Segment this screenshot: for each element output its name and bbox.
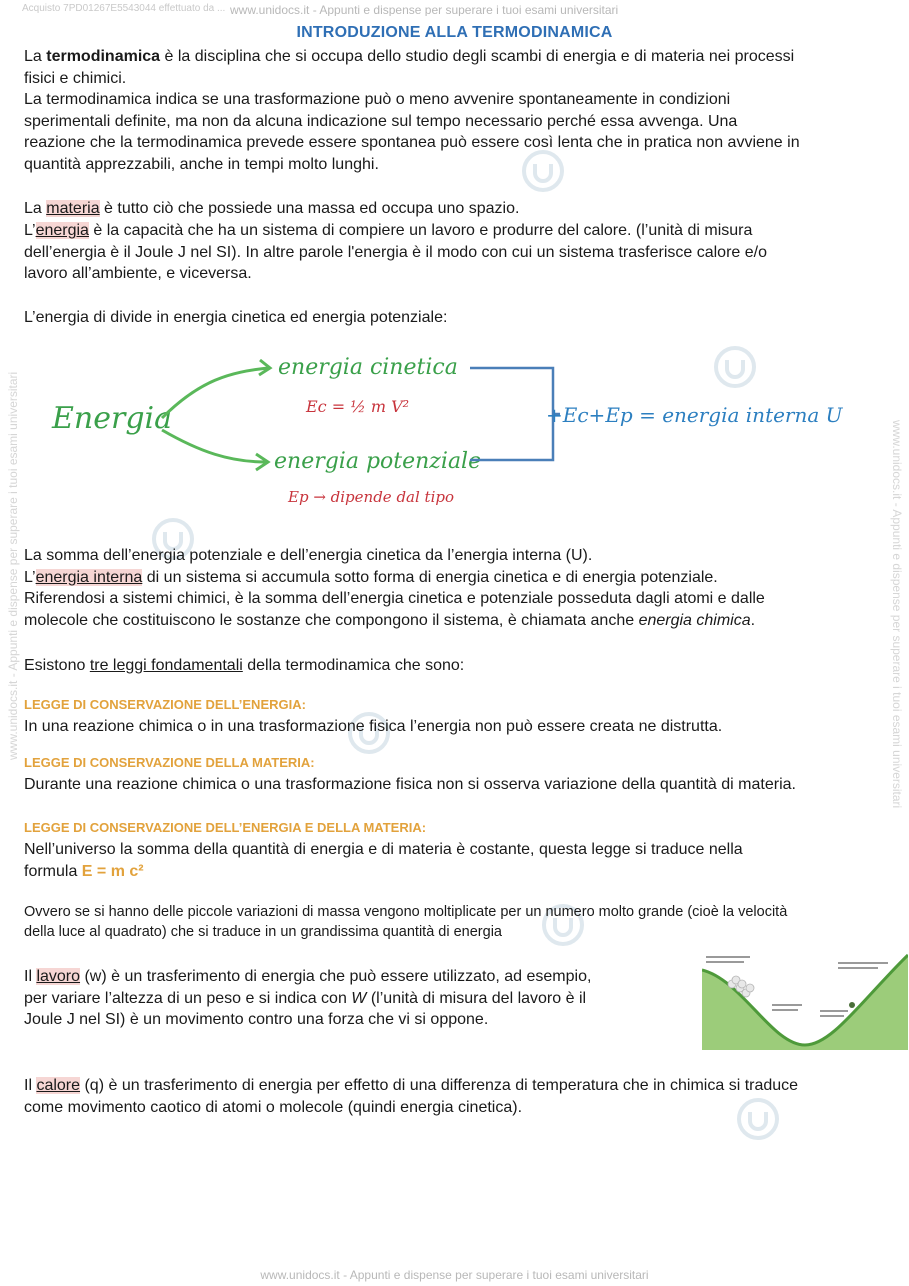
intro-paragraph: La termodinamica è la disciplina che si occupa dello studio degli scambi di energia e di materia nei processi fisici e chimici. La termodinamica indica se una trasformazione può o meno avvenire spontaneamente in condizioni sperimentali definite, ma non da alcuna indicazione sul tempo necessario perché essa avvenga. Una reazione che la termodinamica prevede essere spontanea può essere così lenta che in pratica non avviene in quantità apprezzabili, anche in tempi molto lunghi.: [24, 48, 800, 173]
energia-paragraph: L’energia è la capacità che ha un sistema di compiere un lavoro e produrre del calore. (l’unità di misura dell’energia è il Joule J nel SI). In altre parole l'energia è il modo con cui un sistema trasferisce calore e/o lavoro all’ambiente, e viceversa.: [24, 222, 767, 283]
term-energia: energia: [35, 222, 89, 239]
page-title: INTRODUZIONE ALLA TERMODINAMICA: [296, 24, 613, 41]
term-lavoro: lavoro: [36, 968, 81, 985]
footer-watermark: www.unidocs.it - Appunti e dispense per superare i tuoi esami universitari: [260, 1268, 649, 1282]
diagram-potential-note: Ep → dipende dal tipo: [288, 488, 455, 506]
diagram-kinetic-label: energia cinetica: [278, 355, 458, 380]
law-heading-energia: LEGGE DI CONSERVAZIONE DELL’ENERGIA:: [24, 697, 306, 712]
header-center-text: www.unidocs.it - Appunti e dispense per superare i tuoi esami universitari: [230, 3, 619, 16]
diagram-root-label: Energia: [52, 401, 172, 436]
side-watermark-left: www.unidocs.it - Appunti e dispense per superare i tuoi esami universitari: [6, 371, 20, 760]
divide-line: L’energia di divide in energia cinetica ed energia potenziale:: [24, 309, 448, 326]
header-left-text: Acquisto 7PD01267E5543044 effettuato da ...: [22, 3, 226, 14]
work-illustration: [702, 950, 908, 1050]
law-text-energia: In una reazione chimica o in una trasformazione fisica l’energia non può essere creata ne distrutta.: [24, 718, 723, 735]
law-text-energia-materia: Nell’universo la somma della quantità di energia e di materia è costante, questa legge si traduce nella formula E = m c²: [24, 841, 743, 880]
calore-paragraph: Il calore (q) è un trasferimento di energia per effetto di una differenza di temperatura che in chimica si traduce come movimento caotico di atomi o molecole (quindi energia cinetica).: [24, 1077, 799, 1116]
formula-emc2: E = m c²: [81, 862, 144, 880]
ovvero-paragraph: Ovvero se si hanno delle piccole variazioni di massa vengono moltiplicate per un numero molto grande (cioè la velocità della luce al quadrato) che si traduce in un grandissima quantità di energia: [24, 904, 788, 940]
term-calore: calore: [36, 1077, 81, 1094]
term-tre-leggi: tre leggi fondamentali: [89, 657, 243, 674]
diagram-potential-label: energia potenziale: [274, 449, 482, 474]
leggi-intro: Esistono tre leggi fondamentali della termodinamica che sono:: [24, 657, 465, 674]
diagram-kinetic-formula: Ec = ½ m V²: [306, 397, 410, 416]
diagram-sum-label: +Ec+Ep = energia interna U: [546, 403, 843, 427]
energy-diagram: [40, 340, 860, 520]
materia-paragraph: La materia è tutto ciò che possiede una massa ed occupa uno spazio.: [24, 200, 520, 217]
arrow-to-potential: [162, 430, 266, 462]
header-watermark: [0, 2, 909, 16]
side-watermark-right: www.unidocs.it - Appunti e dispense per superare i tuoi esami universitari: [890, 420, 904, 809]
lavoro-paragraph: Il lavoro (w) è un trasferimento di energia che può essere utilizzato, ad esempio, per variare l’altezza di un peso e si indica con W (l’unità di misura del lavoro è il Joule J nel SI) è un movimento contro una forza che vi si oppone.: [24, 968, 592, 1029]
law-heading-materia: LEGGE DI CONSERVAZIONE DELLA MATERIA:: [24, 755, 315, 770]
law-heading-energia-materia: LEGGE DI CONSERVAZIONE DELL’ENERGIA E DELLA MATERIA:: [24, 820, 427, 835]
arrow-to-kinetic: [162, 368, 268, 418]
term-termodinamica: termodinamica: [46, 48, 161, 65]
interna-paragraph: La somma dell’energia potenziale e dell’energia cinetica da l’energia interna (U). L’energia interna di un sistema si accumula sotto forma di energia cinetica e di energia potenziale. Riferendosi a sistemi chimici, è la somma dell’energia cinetica e potenziale posseduta dagli atomi e dalle molecole che costituiscono le sostanze che compongono il sistema, è chiamata anche energia chimica.: [24, 547, 765, 629]
term-materia: materia: [46, 200, 100, 217]
term-energia-interna: energia interna: [35, 568, 143, 586]
law-text-materia: Durante una reazione chimica o una trasformazione fisica non si osserva variazione della quantità di materia.: [24, 776, 796, 793]
